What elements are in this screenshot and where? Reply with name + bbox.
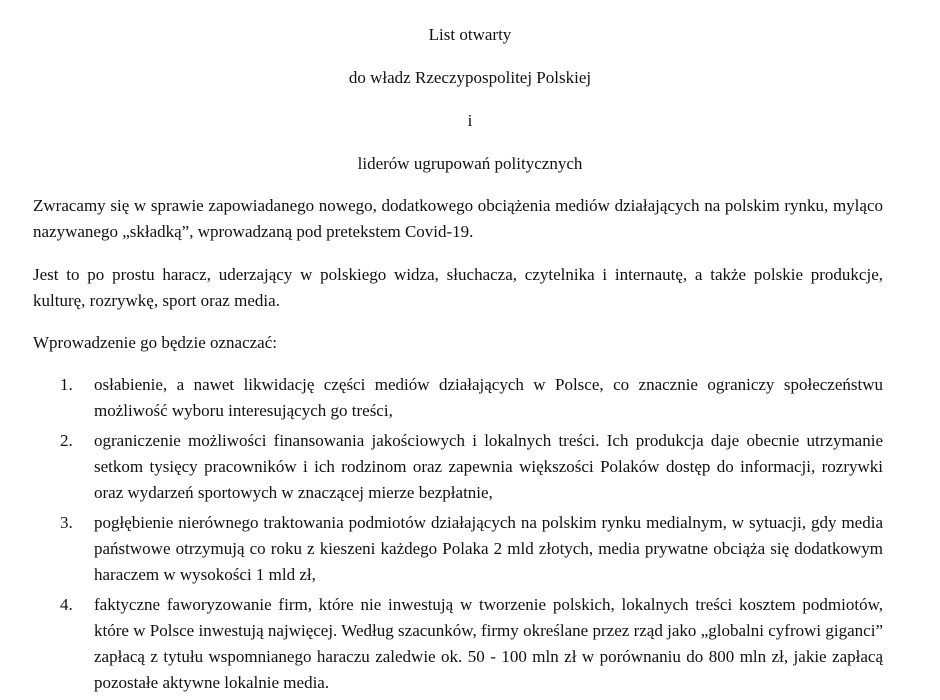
list-item-number: 2.	[60, 431, 73, 450]
consequences-list	[0, 372, 940, 700]
list-item	[0, 510, 883, 588]
list-item	[0, 592, 883, 696]
list-item-number: 3.	[60, 513, 73, 532]
list-item	[0, 372, 883, 424]
title-line-2: do władz Rzeczypospolitej Polskiej	[348, 68, 592, 87]
title-line-4: liderów ugrupowań politycznych	[357, 154, 583, 173]
title-line-1: List otwarty	[428, 25, 512, 44]
list-item-number: 4.	[60, 595, 73, 614]
paragraph-intro: Zwracamy się w sprawie zapowiadanego nowego, dodatkowego obciążenia mediów działających na polskim rynku, myląco nazywanego „składką”, wprowadzaną pod pretekstem Covid-19.	[33, 196, 883, 241]
list-item-text: osłabienie, a nawet likwidację części mediów działających w Polsce, co znacznie ograniczy społeczeństwu możliwość wyboru interesujących go treści,	[94, 375, 883, 420]
list-item-text: faktyczne faworyzowanie firm, które nie inwestują w tworzenie polskich, lokalnych treści kosztem podmiotów, które w Polsce inwestują najwięcej. Według szacunków, firmy określane przez rząd jako „globalni cyfrowi giganci” zapłacą z tytułu wspomnianego haraczu zaledwie ok. 50 - 100 mln zł w porównaniu do 800 mln zł, jakie zapłacą pozostałe aktywne lokalnie media.	[94, 595, 883, 692]
list-item-text: ograniczenie możliwości finansowania jakościowych i lokalnych treści. Ich produkcja daje obecnie utrzymanie setkom tysięcy pracowników i ich rodzinom oraz zapewnia większości Polaków dostęp do informacji, rozrywki oraz wydarzeń sportowych w znaczącej mierze bezpłatnie,	[94, 431, 883, 502]
paragraph-haracz: Jest to po prostu haracz, uderzający w polskiego widza, słuchacza, czytelnika i internautę, a także polskie produkcje, kulturę, rozrywkę, sport oraz media.	[33, 265, 883, 310]
paragraph-list-lead: Wprowadzenie go będzie oznaczać:	[33, 333, 277, 352]
list-item	[0, 428, 883, 506]
list-item-number: 1.	[60, 375, 73, 394]
title-line-3: i	[467, 111, 473, 130]
list-item-text: pogłębienie nierównego traktowania podmiotów działających na polskim rynku medialnym, w sytuacji, gdy media państwowe otrzymują co roku z kieszeni każdego Polaka 2 mld złotych, media prywatne obciąża się dodatkowym haraczem w wysokości 1 mld zł,	[94, 513, 883, 584]
